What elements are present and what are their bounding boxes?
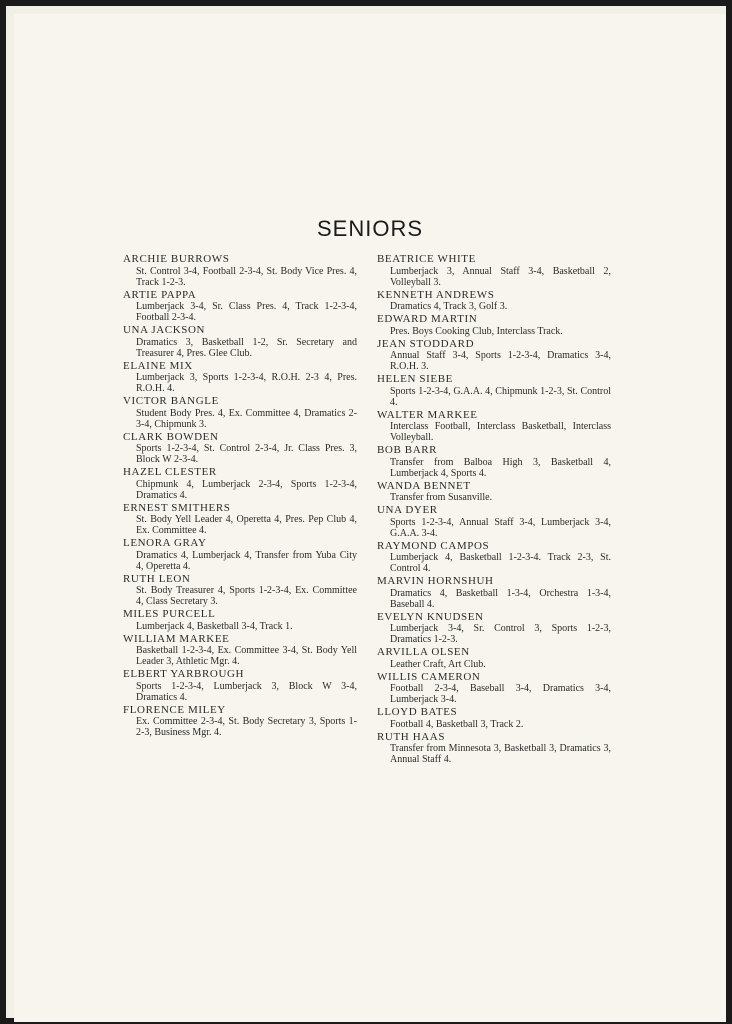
senior-name: RUTH HAAS	[377, 730, 446, 743]
senior-entry	[377, 290, 611, 313]
senior-name: RAYMOND CAMPOS	[377, 539, 490, 552]
senior-entry	[123, 432, 357, 466]
senior-name: EVELYN KNUDSEN	[377, 610, 484, 623]
senior-activities: Ex. Committee 2-3-4, St. Body Secretary 3, Sports 1-2-3, Business Mgr. 4.	[136, 716, 357, 738]
senior-name: ARTIE PAPPA	[123, 288, 197, 301]
senior-entry	[123, 503, 357, 537]
senior-entry	[377, 410, 611, 444]
senior-activities: Lumberjack 4, Basketball 1-2-3-4. Track 2-3, St. Control 4.	[390, 552, 611, 574]
right-column	[377, 254, 611, 767]
senior-activities: St. Body Treasurer 4, Sports 1-2-3-4, Ex. Committee 4, Class Secretary 3.	[136, 585, 357, 607]
senior-entry	[123, 574, 357, 608]
senior-entry	[377, 541, 611, 575]
senior-entry	[377, 707, 611, 730]
senior-name: HELEN SIEBE	[377, 373, 453, 385]
senior-name: BEATRICE WHITE	[377, 253, 476, 265]
senior-activities: Chipmunk 4, Lumberjack 2-3-4, Sports 1-2-3-4, Dramatics 4.	[136, 478, 357, 501]
senior-entry	[377, 505, 611, 539]
senior-activities: Dramatics 4, Basketball 1-3-4, Orchestra 1-3-4, Baseball 4.	[390, 587, 611, 610]
senior-name: CLARK BOWDEN	[123, 430, 219, 443]
senior-name: LENORA GRAY	[123, 537, 207, 549]
senior-entry	[377, 254, 611, 288]
senior-name: RUTH LEON	[123, 572, 191, 585]
page-title: SENIORS	[316, 216, 424, 241]
senior-name: MARVIN HORNSHUH	[377, 575, 494, 587]
senior-name: ARVILLA OLSEN	[377, 646, 470, 658]
senior-activities: Sports 1-2-3-4, Annual Staff 3-4, Lumberjack 3-4, G.A.A. 3-4.	[390, 516, 611, 539]
senior-entry	[123, 254, 357, 288]
senior-entry	[123, 634, 357, 668]
senior-name: KENNETH ANDREWS	[377, 288, 495, 301]
senior-name: BOB BARR	[377, 444, 438, 456]
senior-activities: St. Control 3-4, Football 2-3-4, St. Body Vice Pres. 4, Track 1-2-3.	[136, 265, 357, 288]
senior-activities: Dramatics 4, Track 3, Golf 3.	[390, 301, 508, 312]
senior-entry	[377, 314, 611, 337]
senior-name: FLORENCE MILEY	[123, 703, 226, 716]
senior-entry	[377, 612, 611, 646]
senior-entry	[377, 647, 611, 670]
senior-entry	[123, 396, 357, 430]
senior-name: ARCHIE BURROWS	[123, 253, 230, 265]
senior-entry	[123, 290, 357, 324]
senior-name: MILES PURCELL	[123, 608, 216, 620]
senior-name: ELAINE MIX	[123, 359, 193, 372]
senior-entry	[377, 445, 611, 479]
senior-entry	[377, 576, 611, 610]
senior-entry	[377, 481, 611, 504]
yearbook-page	[14, 14, 726, 1022]
senior-activities: Lumberjack 3-4, Sr. Control 3, Sports 1-2-3, Dramatics 1-2-3.	[390, 623, 611, 645]
senior-entry	[123, 538, 357, 572]
senior-name: WANDA BENNET	[377, 479, 471, 492]
senior-name: HAZEL CLESTER	[123, 466, 217, 478]
senior-activities: Transfer from Minnesota 3, Basketball 3, Dramatics 3, Annual Staff 4.	[390, 743, 611, 765]
senior-entry	[123, 609, 357, 632]
senior-activities: Pres. Boys Cooking Club, Interclass Track.	[390, 325, 563, 337]
senior-activities: Football 2-3-4, Baseball 3-4, Dramatics 3-4, Lumberjack 3-4.	[390, 683, 611, 705]
senior-entry	[377, 374, 611, 408]
senior-activities: Sports 1-2-3-4, Lumberjack 3, Block W 3-4, Dramatics 4.	[136, 680, 357, 703]
senior-activities: Lumberjack 3, Annual Staff 3-4, Basketball 2, Volleyball 3.	[390, 265, 611, 288]
senior-activities: Basketball 1-2-3-4, Ex. Committee 3-4, St. Body Yell Leader 3, Athletic Mgr. 4.	[136, 645, 357, 667]
senior-name: UNA JACKSON	[123, 324, 206, 336]
senior-entry	[123, 361, 357, 395]
senior-name: JEAN STODDARD	[377, 337, 475, 350]
senior-entry	[377, 732, 611, 766]
senior-activities: Interclass Football, Interclass Basketball, Interclass Volleyball.	[390, 421, 611, 443]
senior-entry	[123, 325, 357, 359]
senior-name: ERNEST SMITHERS	[123, 501, 231, 514]
senior-activities: Football 4, Basketball 3, Track 2.	[390, 718, 524, 730]
senior-activities: Dramatics 3, Basketball 1-2, Sr. Secretary and Treasurer 4, Pres. Glee Club.	[136, 336, 357, 359]
left-column	[123, 254, 357, 740]
senior-name: VICTOR BANGLE	[123, 395, 219, 407]
senior-activities: Dramatics 4, Lumberjack 4, Transfer from Yuba City 4, Operetta 4.	[136, 549, 357, 572]
senior-name: EDWARD MARTIN	[377, 313, 478, 325]
senior-activities: Sports 1-2-3-4, G.A.A. 4, Chipmunk 1-2-3, St. Control 4.	[390, 385, 611, 408]
senior-entry	[123, 669, 357, 703]
senior-activities: Sports 1-2-3-4, St. Control 2-3-4, Jr. Class Pres. 3, Block W 2-3-4.	[136, 443, 357, 465]
senior-name: LLOYD BATES	[377, 706, 458, 718]
senior-activities: St. Body Yell Leader 4, Operetta 4, Pres. Pep Club 4, Ex. Committee 4.	[136, 514, 357, 536]
senior-activities: Lumberjack 4, Basketball 3-4, Track 1.	[136, 620, 293, 632]
senior-activities: Leather Craft, Art Club.	[390, 658, 486, 670]
senior-entry	[123, 467, 357, 501]
senior-activities: Lumberjack 3, Sports 1-2-3-4, R.O.H. 2-3 4, Pres. R.O.H. 4.	[136, 372, 357, 394]
senior-activities: Transfer from Susanville.	[390, 492, 493, 503]
senior-name: ELBERT YARBROUGH	[123, 668, 245, 680]
senior-name: WILLIS CAMERON	[377, 670, 481, 683]
senior-activities: Student Body Pres. 4, Ex. Committee 4, Dramatics 2-3-4, Chipmunk 3.	[136, 407, 357, 430]
senior-name: WILLIAM MARKEE	[123, 632, 230, 645]
senior-name: WALTER MARKEE	[377, 408, 478, 421]
senior-activities: Lumberjack 3-4, Sr. Class Pres. 4, Track 1-2-3-4, Football 2-3-4.	[136, 301, 357, 323]
senior-activities: Annual Staff 3-4, Sports 1-2-3-4, Dramatics 3-4, R.O.H. 3.	[390, 350, 611, 372]
senior-entry	[377, 672, 611, 706]
senior-entry	[123, 705, 357, 739]
senior-activities: Transfer from Balboa High 3, Basketball 4, Lumberjack 4, Sports 4.	[390, 456, 611, 479]
senior-entry	[377, 339, 611, 373]
senior-name: UNA DYER	[377, 504, 438, 516]
